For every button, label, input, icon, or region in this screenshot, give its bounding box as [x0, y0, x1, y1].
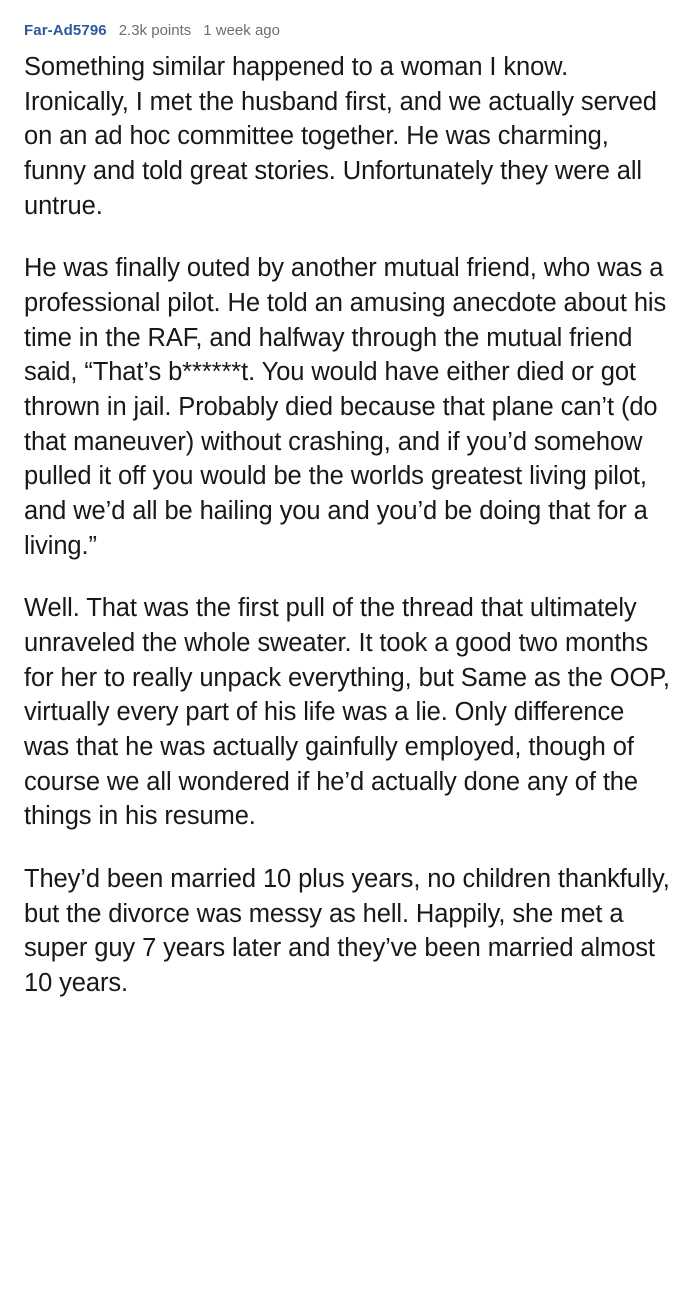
comment-author[interactable]: Far-Ad5796 — [24, 22, 107, 39]
comment-body — [24, 50, 676, 1001]
comment-paragraph: Well. That was the first pull of the thread that ultimately unraveled the whole sweater. It took a good two months for her to really unpack everything, but Same as the OOP, virtually every part of his life was a lie. Only difference was that he was actually gainfully employed, though of course we all wondered if he’d actually done any of the things in his resume. — [24, 594, 670, 831]
comment-paragraph: Something similar happened to a woman I know. Ironically, I met the husband first, and we actually served on an ad hoc committee together. He was charming, funny and told great stories. Unfortunately they were all untrue. — [24, 53, 657, 220]
comment-score: 2.3k points — [118, 22, 192, 39]
comment-meta — [24, 22, 676, 40]
comment-paragraph: He was finally outed by another mutual friend, who was a professional pilot. He told an amusing anecdote about his time in the RAF, and halfway through the mutual friend said, “That’s b******t. You would have either died or got thrown in jail. Probably died because that plane can’t (do that maneuver) without crashing, and if you’d somehow pulled it off you would be the worlds greatest living pilot, and we’d all be hailing you and you’d be doing that for a living.” — [24, 254, 667, 560]
comment-timestamp: 1 week ago — [203, 22, 280, 39]
comment-paragraph: They’d been married 10 plus years, no children thankfully, but the divorce was messy as hell. Happily, she met a super guy 7 years later and they’ve been married almost 10 years. — [24, 865, 670, 998]
